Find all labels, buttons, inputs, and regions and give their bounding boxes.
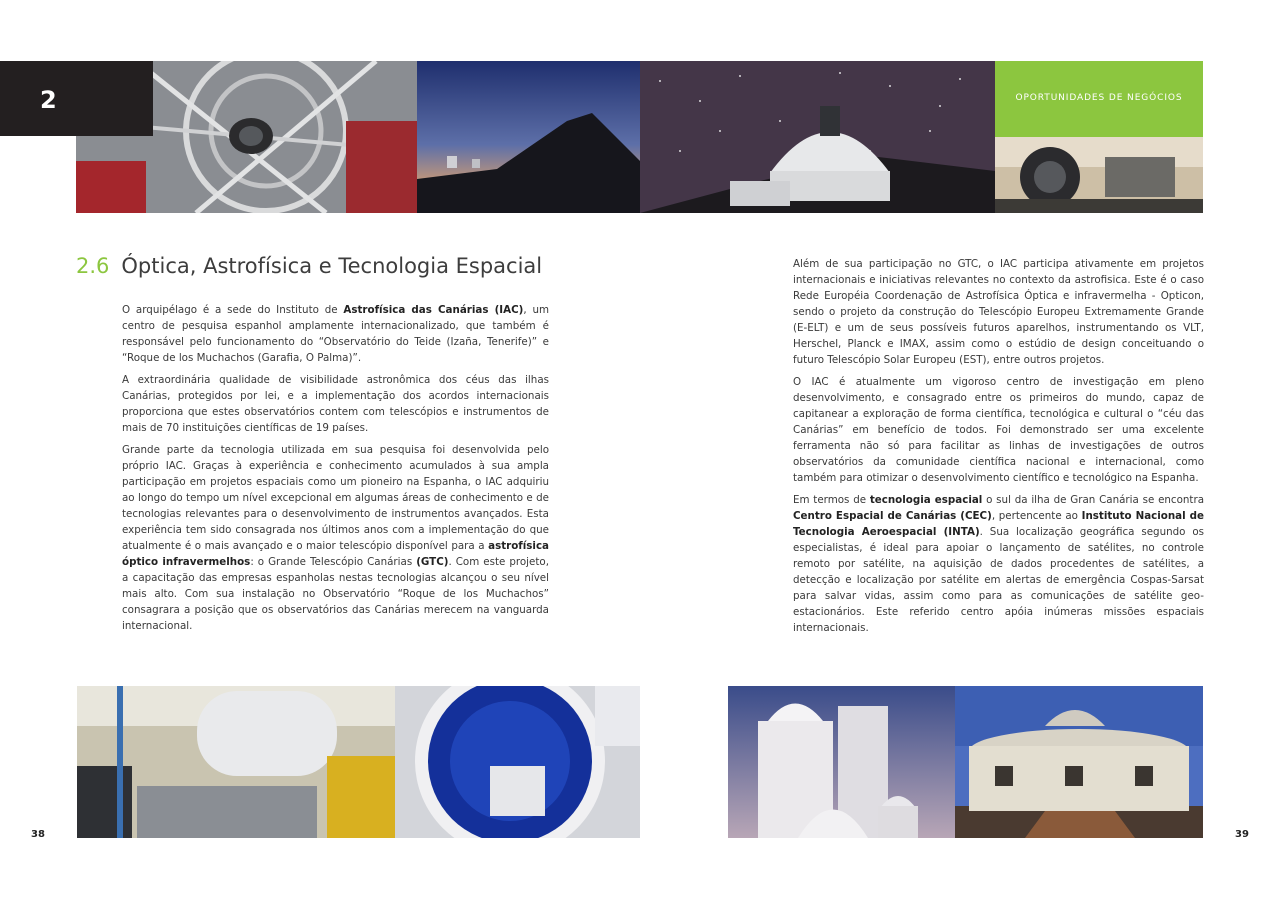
bold-text: Instituto Nacional de Tecnologia Aeroespacial (INTA) (793, 510, 1204, 538)
text-run: Em termos de (793, 494, 870, 506)
section-label: OPORTUNIDADES DE NEGÓCIOS (1015, 93, 1183, 103)
photo-round-observatory-building (955, 686, 1203, 838)
text-run: , pertencente ao (991, 510, 1082, 522)
text-run: . Sua localização geográfica segundo os especialistas, é ideal para apoiar o lançamento de satélites, no controle remoto por satélite, na aquisição de dados procedentes de satélites, a detecção e localização por satélite em alertas de emergência Cospas-Sarsat para salvar vidas, assim como para as comunicações de satélite geo-estacionários. Este referido centro apóia inúmeras missões espaciais internacionais. (793, 526, 1204, 634)
right-column-text (793, 256, 1204, 642)
left-column-text (122, 302, 549, 640)
text-run: , um centro de pesquisa espanhol amplamente internacionalizado, que também é responsável pelo funcionamento do “Observatório do Teide (Izaña, Tenerife)” e “Roque de los Muchachos (Garafia, O Palma)”. (122, 304, 549, 364)
paragraph (122, 442, 549, 634)
photo-lab-cryostat (77, 686, 395, 838)
paragraph (793, 492, 1204, 636)
paragraph: O IAC é atualmente um vigoroso centro de investigação em pleno desenvolvimento, e consagrado entre os primeiros do mundo, capaz de capitanear a exploração de forma científica, tecnológica e cultural o “céu das Canárias” em benefício de todos. Foi demonstrado ser uma excelente ferramenta não só para facilitar as linhas de investigações de outros observatórios da comunidade científica nacional e internacional, como também para otimizar o desenvolvimento científico e tecnológico na Espanha. (793, 376, 1204, 484)
photo-telescope-mirror (395, 686, 640, 838)
text-run: . Com este projeto, a capacitação das empresas espanholas nestas tecnologias alcançou o seu nível mais alto. Com sua instalação no Observatório “Roque de los Muchachos” consagrara a posição que os observatórios das Canárias merecem na vanguarda internacional. (122, 556, 549, 632)
photo-white-towers-domes (728, 686, 955, 838)
page-number-left: 38 (31, 829, 45, 840)
bold-text: Astrofísica das Canárias (IAC) (343, 304, 524, 316)
chapter-badge (0, 61, 153, 136)
text-run: O arquipélago é a sede do Instituto de (122, 304, 344, 316)
bold-text: Centro Espacial de Canárias (CEC) (793, 510, 992, 522)
photo-instrument-lab (995, 137, 1203, 213)
chapter-number: 2 (40, 86, 57, 114)
paragraph (122, 302, 549, 366)
section-heading (76, 254, 542, 278)
section-title: Óptica, Astrofísica e Tecnologia Espacial (121, 254, 543, 278)
bold-text: (GTC) (416, 556, 449, 568)
bold-text: astrofísica óptico infravermelhos (122, 540, 549, 568)
section-number: 2.6 (76, 254, 110, 278)
page-number-right: 39 (1235, 829, 1249, 840)
photo-teide-sunset-observatory (417, 61, 640, 213)
bold-text: tecnologia espacial (869, 494, 983, 506)
paragraph: Além de sua participação no GTC, o IAC participa ativamente em projetos internacionais e iniciativas relevantes no contexto da astrofisica. Este é o caso Rede Européia Coordenação de Astrofísica Óptica e infravermelha - Opticon, sendo o projeto da construção do Telescópio Europeu Extremamente Grande (E-ELT) e um de seus possíveis futuros aparelhos, instrumentando os VLT, Herschel, Planck e IMAX, assim como o estúdio de design conceituando o futuro Telescópio Solar Europeu (EST), entre outros projetos. (793, 258, 1204, 366)
text-run: Grande parte da tecnologia utilizada em sua pesquisa foi desenvolvida pelo próprio IAC. Graças à experiência e conhecimento acumulados à sua ampla participação em projetos espaciais como um pioneiro na Espanha, o IAC adquiriu ao longo do tempo um nível excepcional em algumas áreas de conhecimento e de tecnologias relevantes para o desenvolvimento de instrumentos avançados. Esta experiência tem sido consagrada nos últimos anos com a implementação do que atualmente é o mais avançado e o maior telescópio disponível para a (122, 444, 549, 552)
paragraph: A extraordinária qualidade de visibilidade astronômica dos céus das ilhas Canárias, protegidos por lei, e a implementação dos acordos internacionais proporciona que estes observatórios contem com telescópios e instrumentos de mais de 70 instituições científicas de 19 países. (122, 374, 549, 434)
photo-dome-starry-sky (640, 61, 995, 213)
text-run: o sul da ilha de Gran Canária se encontra (982, 494, 1205, 506)
text-run: : o Grande Telescópio Canárias (250, 556, 417, 568)
